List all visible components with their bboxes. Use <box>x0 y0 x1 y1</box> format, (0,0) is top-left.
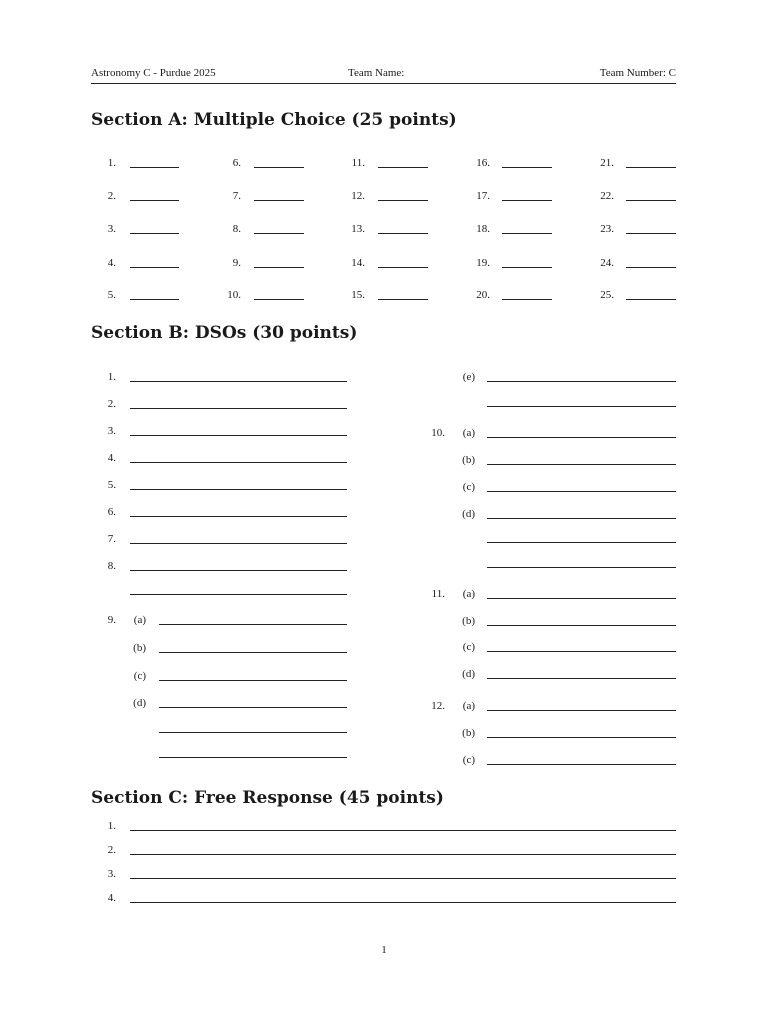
dso-part-blank[interactable] <box>159 652 347 653</box>
section-a-title: Section A: Multiple Choice (25 points) <box>91 110 457 130</box>
header-team-number: Team Number: C <box>599 67 676 79</box>
mc-number: 16. <box>476 157 490 169</box>
dso-part-label: (b) <box>462 615 475 627</box>
mc-answer-blank[interactable] <box>254 299 304 300</box>
mc-answer-blank[interactable] <box>130 267 179 268</box>
mc-answer-blank[interactable] <box>378 233 428 234</box>
dso-number: 5. <box>107 479 116 491</box>
mc-answer-blank[interactable] <box>502 167 552 168</box>
dso-part-label: (a) <box>133 614 146 626</box>
dso-number: 4. <box>107 452 116 464</box>
mc-answer-blank[interactable] <box>378 299 428 300</box>
dso-part-label: (b) <box>133 642 146 654</box>
mc-answer-blank[interactable] <box>502 299 552 300</box>
mc-number: 24. <box>600 257 614 269</box>
section-b-title: Section B: DSOs (30 points) <box>91 323 358 343</box>
dso-answer-blank[interactable] <box>130 408 347 409</box>
mc-number: 15. <box>351 289 365 301</box>
mc-number: 22. <box>600 190 614 202</box>
mc-answer-blank[interactable] <box>254 267 304 268</box>
fr-answer-blank[interactable] <box>130 902 676 903</box>
dso-part-blank[interactable] <box>487 710 676 711</box>
dso-answer-blank[interactable] <box>130 381 347 382</box>
dso-part-blank[interactable] <box>159 680 347 681</box>
dso-answer-blank[interactable] <box>130 570 347 571</box>
dso-part-blank-continued[interactable] <box>487 542 676 543</box>
dso-part-label: (e) <box>462 371 475 383</box>
dso-part-blank[interactable] <box>487 491 676 492</box>
dso-part-label: (c) <box>462 641 475 653</box>
mc-number: 8. <box>232 223 241 235</box>
dso-part-blank[interactable] <box>487 764 676 765</box>
dso-number: 7. <box>107 533 116 545</box>
dso-answer-blank[interactable] <box>130 489 347 490</box>
dso-number: 2. <box>107 398 116 410</box>
mc-answer-blank[interactable] <box>254 167 304 168</box>
mc-number: 6. <box>232 157 241 169</box>
mc-number: 3. <box>107 223 116 235</box>
dso-part-blank-continued[interactable] <box>159 732 347 733</box>
fr-answer-blank[interactable] <box>130 854 676 855</box>
header-left: Astronomy C - Purdue 2025 <box>91 67 216 79</box>
mc-answer-blank[interactable] <box>254 233 304 234</box>
mc-number: 7. <box>232 190 241 202</box>
fr-number: 3. <box>107 868 116 880</box>
mc-number: 18. <box>476 223 490 235</box>
dso-part-blank[interactable] <box>487 464 676 465</box>
dso-part-blank[interactable] <box>487 437 676 438</box>
mc-number: 11. <box>351 157 365 169</box>
mc-number: 21. <box>600 157 614 169</box>
dso-answer-blank[interactable] <box>130 516 347 517</box>
dso-part-label: (b) <box>462 727 475 739</box>
header-team-name: Team Name: <box>348 67 405 79</box>
dso-number: 11. <box>431 588 445 600</box>
dso-part-blank-continued[interactable] <box>487 567 676 568</box>
fr-number: 4. <box>107 892 116 904</box>
mc-number: 2. <box>107 190 116 202</box>
mc-number: 5. <box>107 289 116 301</box>
fr-answer-blank[interactable] <box>130 878 676 879</box>
dso-part-blank-continued[interactable] <box>487 406 676 407</box>
dso-part-label: (c) <box>133 670 146 682</box>
dso-part-blank[interactable] <box>159 624 347 625</box>
dso-number: 9. <box>107 614 116 626</box>
mc-number: 4. <box>107 257 116 269</box>
section-c-title: Section C: Free Response (45 points) <box>91 788 444 808</box>
dso-number: 3. <box>107 425 116 437</box>
mc-answer-blank[interactable] <box>130 233 179 234</box>
mc-number: 17. <box>476 190 490 202</box>
dso-part-blank-continued[interactable] <box>159 757 347 758</box>
dso-part-label: (d) <box>462 668 475 680</box>
dso-number: 12. <box>431 700 445 712</box>
mc-number: 25. <box>600 289 614 301</box>
dso-part-blank[interactable] <box>487 625 676 626</box>
dso-number: 8. <box>107 560 116 572</box>
mc-number: 23. <box>600 223 614 235</box>
fr-number: 1. <box>107 820 116 832</box>
fr-number: 2. <box>107 844 116 856</box>
dso-answer-blank[interactable] <box>130 435 347 436</box>
dso-part-blank[interactable] <box>487 598 676 599</box>
dso-number: 1. <box>107 371 116 383</box>
mc-answer-blank[interactable] <box>502 267 552 268</box>
mc-answer-blank[interactable] <box>626 233 676 234</box>
dso-part-blank[interactable] <box>487 678 676 679</box>
mc-answer-blank[interactable] <box>254 200 304 201</box>
dso-part-label: (b) <box>462 454 475 466</box>
dso-part-label: (c) <box>462 481 475 493</box>
mc-number: 10. <box>227 289 241 301</box>
dso-number: 10. <box>431 427 445 439</box>
mc-answer-blank[interactable] <box>626 167 676 168</box>
dso-answer-blank-continued[interactable] <box>130 594 347 595</box>
dso-part-blank[interactable] <box>487 737 676 738</box>
dso-part-blank[interactable] <box>487 381 676 382</box>
mc-answer-blank[interactable] <box>378 167 428 168</box>
mc-number: 12. <box>351 190 365 202</box>
mc-answer-blank[interactable] <box>626 200 676 201</box>
dso-part-blank[interactable] <box>487 518 676 519</box>
mc-answer-blank[interactable] <box>626 299 676 300</box>
mc-answer-blank[interactable] <box>130 299 179 300</box>
dso-part-blank[interactable] <box>159 707 347 708</box>
fr-answer-blank[interactable] <box>130 830 676 831</box>
dso-part-label: (d) <box>133 697 146 709</box>
mc-answer-blank[interactable] <box>130 200 179 201</box>
dso-part-label: (c) <box>462 754 475 766</box>
dso-part-label: (d) <box>462 508 475 520</box>
mc-answer-blank[interactable] <box>502 233 552 234</box>
dso-number: 6. <box>107 506 116 518</box>
dso-part-blank[interactable] <box>487 651 676 652</box>
mc-number: 1. <box>107 157 116 169</box>
dso-part-label: (a) <box>462 588 475 600</box>
mc-number: 13. <box>351 223 365 235</box>
header-rule <box>91 83 676 84</box>
mc-answer-blank[interactable] <box>502 200 552 201</box>
mc-number: 9. <box>232 257 241 269</box>
dso-part-label: (a) <box>462 700 475 712</box>
dso-part-label: (a) <box>462 427 475 439</box>
page-number: 1 <box>381 944 387 956</box>
mc-number: 20. <box>476 289 490 301</box>
dso-answer-blank[interactable] <box>130 543 347 544</box>
mc-answer-blank[interactable] <box>130 167 179 168</box>
mc-answer-blank[interactable] <box>378 267 428 268</box>
mc-number: 14. <box>351 257 365 269</box>
mc-number: 19. <box>476 257 490 269</box>
dso-answer-blank[interactable] <box>130 462 347 463</box>
mc-answer-blank[interactable] <box>378 200 428 201</box>
mc-answer-blank[interactable] <box>626 267 676 268</box>
